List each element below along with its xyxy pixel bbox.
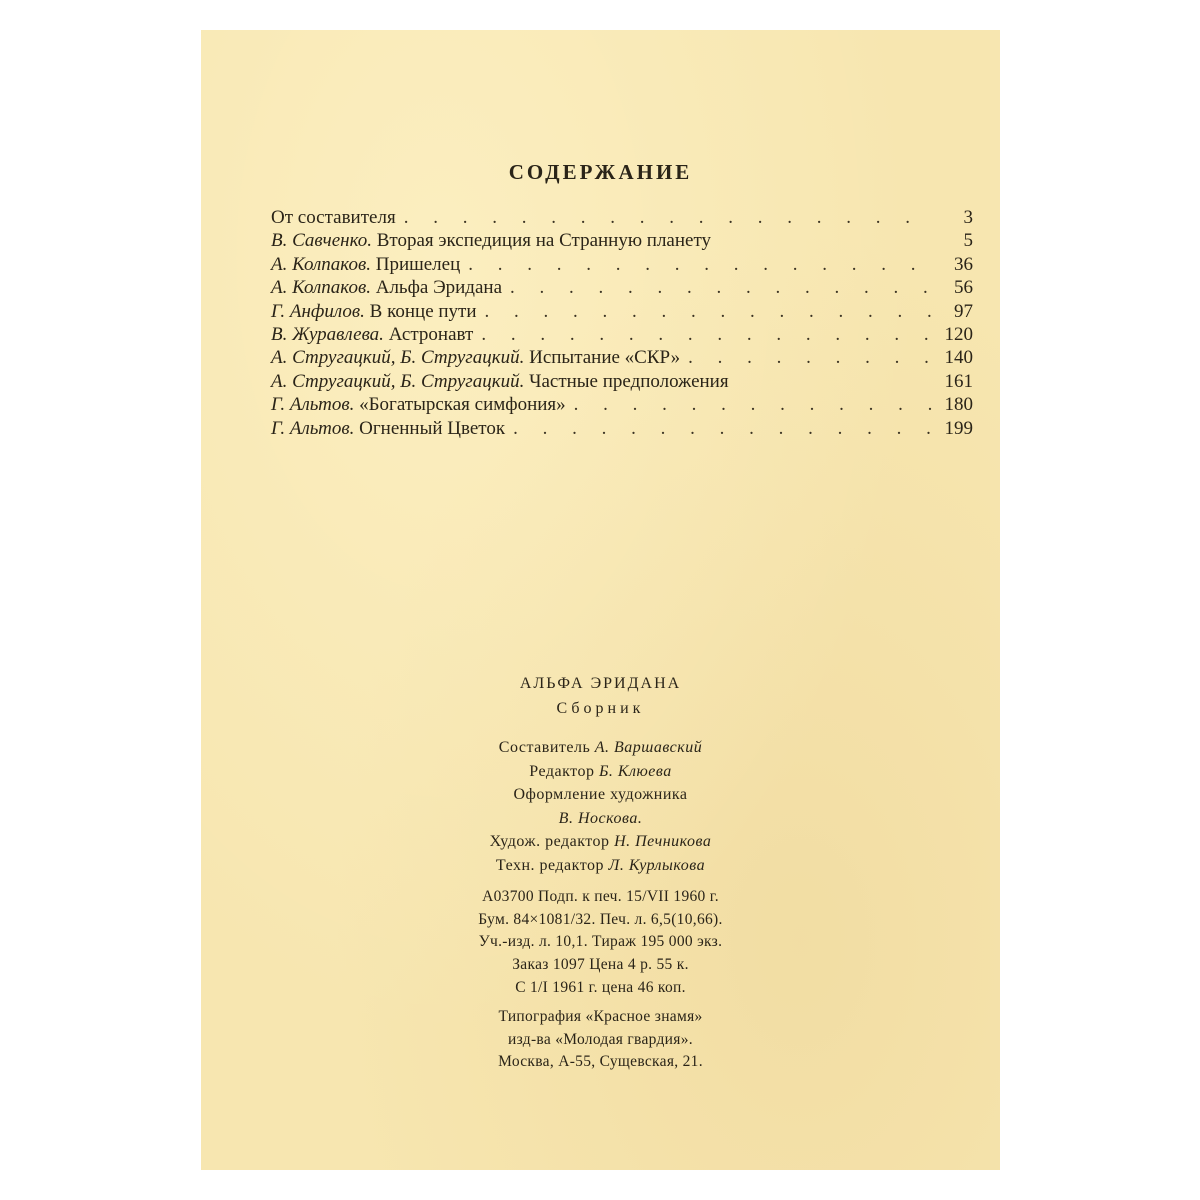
- publication-details: [201, 886, 1000, 1000]
- toc-leader-dots: [481, 323, 935, 346]
- toc-entry-title: Вторая экспедиция на Странную планету: [376, 230, 712, 252]
- toc-entry: [271, 276, 973, 299]
- toc-entry-author: Г. Альтов.: [271, 394, 355, 416]
- book-page: [201, 30, 1000, 1170]
- credit-line: [201, 760, 1000, 784]
- toc-entry-page: 56: [954, 277, 973, 299]
- toc-entry: [271, 370, 973, 393]
- toc-entry: [271, 229, 973, 252]
- credit-name: А. Варшавский: [594, 739, 703, 756]
- table-of-contents: [271, 206, 973, 440]
- toc-entry-title: От составителя: [271, 207, 396, 228]
- toc-entry: [271, 346, 973, 369]
- toc-entry: [271, 323, 973, 346]
- toc-leader-dots: [688, 346, 935, 369]
- publication-line: С 1/I 1961 г. цена 46 коп.: [515, 978, 686, 996]
- toc-entry-title: В конце пути: [369, 300, 477, 322]
- toc-entry: [271, 417, 973, 440]
- toc-leader-dots: [468, 253, 935, 276]
- credit-name: Н. Печникова: [614, 833, 712, 850]
- toc-entry-author: А. Стругацкий, Б. Стругацкий.: [271, 370, 525, 392]
- toc-leader-dots: [574, 393, 935, 416]
- credit-role: Техн. редактор: [495, 856, 604, 874]
- toc-leader-dots: [404, 206, 935, 229]
- toc-entry-title: Пришелец: [375, 253, 461, 275]
- toc-entry-page: 3: [963, 207, 973, 228]
- toc-entry-author: В. Савченко.: [271, 230, 372, 252]
- toc-entry-page: 36: [954, 253, 973, 275]
- toc-entry-page: 199: [944, 417, 973, 439]
- toc-entry-author: А. Стругацкий, Б. Стругацкий.: [271, 347, 525, 369]
- toc-leader-dots: [485, 300, 935, 323]
- printer-details: [201, 1006, 1000, 1074]
- toc-entry-title: Огненный Цветок: [359, 417, 506, 439]
- toc-entry-page: 97: [954, 300, 973, 322]
- publication-line: Бум. 84×1081/32. Печ. л. 6,5(10,66).: [478, 910, 723, 928]
- toc-entry: [271, 393, 973, 416]
- toc-entry-page: 5: [963, 230, 973, 252]
- credit-role: Составитель: [498, 739, 591, 756]
- toc-heading: СОДЕРЖАНИЕ: [508, 160, 693, 184]
- credit-name: Б. Клюева: [598, 762, 672, 780]
- toc-entry: [271, 206, 973, 229]
- credit-role: Худож. редактор: [489, 833, 610, 850]
- toc-entry-page: 120: [944, 323, 973, 345]
- credit-line: [201, 830, 1000, 854]
- printer-line: Москва, А-55, Сущевская, 21.: [498, 1053, 703, 1071]
- toc-entry-page: 161: [944, 370, 973, 392]
- credit-role: Редактор: [529, 762, 595, 780]
- toc-entry-title: Частные предположения: [529, 370, 729, 392]
- credit-line: [201, 783, 1000, 807]
- credit-name: В. Носкова.: [558, 809, 643, 827]
- toc-entry-author: Г. Анфилов.: [271, 300, 365, 322]
- toc-entry-author: А. Колпаков.: [271, 277, 371, 299]
- toc-leader-dots: [513, 417, 935, 440]
- toc-entry-author: Г. Альтов.: [271, 417, 355, 439]
- credit-role: Оформление художника: [513, 786, 688, 803]
- toc-entry-page: 180: [944, 394, 973, 416]
- toc-entry-title: Испытание «СКР»: [529, 347, 681, 369]
- toc-entry-page: 140: [944, 347, 973, 369]
- toc-entry-author: А. Колпаков.: [271, 253, 371, 275]
- toc-entry-title: Альфа Эридана: [375, 277, 503, 299]
- publication-line: Уч.-изд. л. 10,1. Тираж 195 000 экз.: [478, 933, 723, 951]
- publication-line: Заказ 1097 Цена 4 р. 55 к.: [512, 956, 689, 974]
- credit-line: [201, 854, 1000, 878]
- printer-line: Типография «Красное знамя»: [498, 1008, 703, 1025]
- toc-entry-author: В. Журавлева.: [271, 323, 384, 345]
- toc-entry-title: Астронавт: [388, 323, 474, 345]
- toc-entry: [271, 253, 973, 276]
- printer-line: изд-ва «Молодая гвардия».: [508, 1030, 693, 1048]
- credit-name: Л. Курлыкова: [608, 856, 706, 874]
- toc-leader-dots: [510, 276, 935, 299]
- credit-line: [201, 736, 1000, 760]
- credit-line: [201, 807, 1000, 831]
- toc-entry-title: «Богатырская симфония»: [359, 394, 566, 416]
- toc-entry: [271, 300, 973, 323]
- book-subtitle: Сборник: [556, 700, 645, 717]
- credits-block: [201, 736, 1000, 877]
- book-title: АЛЬФА ЭРИДАНА: [519, 675, 682, 692]
- publication-line: А03700 Подп. к печ. 15/VII 1960 г.: [482, 888, 719, 905]
